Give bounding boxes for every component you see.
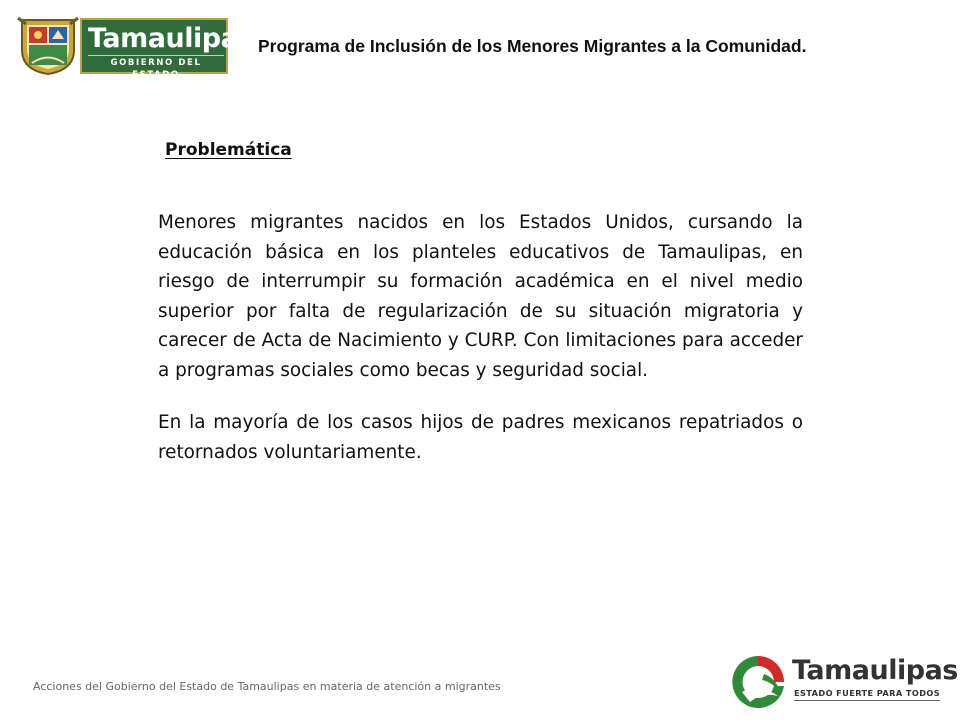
tamaulipas-state-logo — [728, 652, 958, 712]
program-title: Programa de Inclusión de los Menores Migrantes a la Comunidad. — [258, 36, 807, 56]
paragraph-problem: Menores migrantes nacidos en los Estados Unidos, cursando la educación básica en los planteles educativos de Tamaulipas, en riesgo de interrumpir su formación académica en el nivel medio superior por falta de regularización de su situación migratoria y carecer de Acta de Nacimiento y CURP. Con limitaciones para acceder a programas sociales como becas y seguridad social. — [158, 212, 803, 381]
coat-of-arms-icon — [16, 14, 80, 76]
logo-tagline: ESTADO FUERTE PARA TODOS — [794, 688, 941, 698]
tamaulipas-swoosh-icon — [728, 652, 788, 712]
body-text — [158, 208, 803, 467]
footer-caption: Acciones del Gobierno del Estado de Tamaulipas en materia de atención a migrantes — [33, 680, 501, 693]
section-heading: Problemática — [165, 140, 292, 160]
logo-wordmark: Tamaulipas — [88, 23, 254, 54]
logo-plate — [80, 18, 254, 80]
logo-subtitle: GOBIERNO DEL ESTADO — [88, 57, 224, 81]
tamaulipas-government-logo — [16, 14, 254, 80]
paragraph-context: En la mayoría de los casos hijos de padres mexicanos repatriados o retornados voluntariamente. — [158, 412, 803, 463]
logo-wordmark: Tamaulipas — [792, 655, 958, 686]
